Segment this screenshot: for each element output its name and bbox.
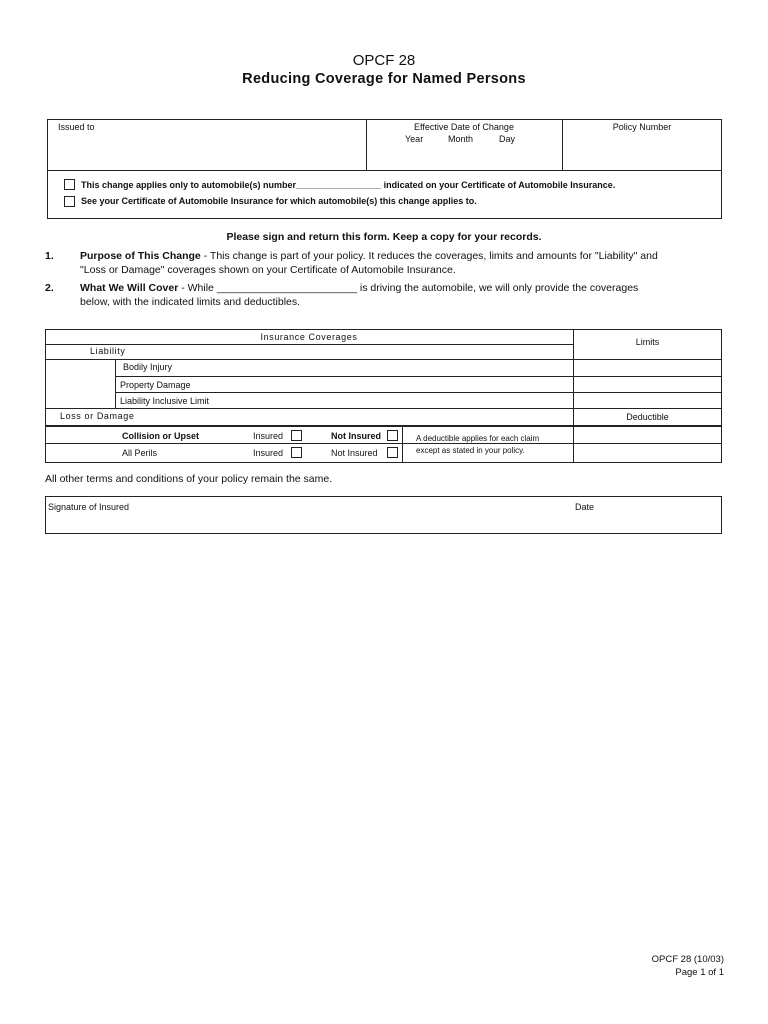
option-1-checkbox[interactable]	[64, 179, 75, 190]
liability-inclusive-label: Liability Inclusive Limit	[120, 396, 210, 406]
effective-date-label: Effective Date of Change	[414, 122, 514, 132]
footer-form-code: OPCF 28 (10/03)	[651, 954, 724, 965]
section-1-line-2: "Loss or Damage" coverages shown on your Certificate of Automobile Insurance.	[80, 264, 456, 276]
policy-number-label: Policy Number	[612, 122, 672, 132]
all-perils-insured-label: Insured	[253, 448, 284, 458]
form-code-title: OPCF 28	[352, 52, 416, 69]
divider	[45, 344, 573, 345]
section-1-text: - This change is part of your policy. It reduces the coverages, limits and amounts for "Liability" and	[200, 250, 658, 262]
all-perils-insured-checkbox[interactable]	[291, 447, 302, 458]
deductible-note	[416, 433, 539, 457]
collision-not-insured-checkbox[interactable]	[387, 430, 398, 441]
divider	[45, 359, 722, 360]
issued-to-label: Issued to	[58, 122, 95, 132]
collision-insured-checkbox[interactable]	[291, 430, 302, 441]
divider	[115, 376, 722, 377]
section-2-line-1	[80, 282, 638, 294]
collision-label: Collision or Upset	[122, 431, 200, 441]
option-1-label: This change applies only to automobile(s) number_________________ indicated on your Certificate of Automobile Insurance.	[81, 180, 616, 190]
option-2-checkbox[interactable]	[64, 196, 75, 207]
loss-or-damage-label: Loss or Damage	[60, 411, 135, 421]
section-2-heading: What We Will Cover	[80, 282, 179, 294]
date-label: Date	[575, 502, 595, 512]
month-label: Month	[448, 134, 474, 144]
signature-label: Signature of Insured	[48, 502, 130, 512]
insurance-coverages-header: Insurance Coverages	[260, 332, 358, 342]
option-2-label: See your Certificate of Automobile Insurance for which automobile(s) this change applies to.	[81, 196, 477, 206]
day-label: Day	[499, 134, 516, 144]
section-1-number: 1.	[45, 250, 54, 262]
deductible-note-line-1: A deductible applies for each claim	[416, 434, 540, 443]
closing-text: All other terms and conditions of your policy remain the same.	[45, 473, 333, 485]
signature-box	[45, 496, 722, 534]
divider	[45, 408, 722, 409]
section-2-line-2: below, with the indicated limits and deductibles.	[80, 296, 301, 308]
footer-page-number: Page 1 of 1	[675, 967, 724, 978]
all-perils-label: All Perils	[122, 448, 158, 458]
deductible-header: Deductible	[626, 412, 669, 422]
liability-label: Liability	[90, 346, 126, 356]
divider	[45, 425, 722, 427]
divider	[402, 427, 403, 463]
instructions-text: Please sign and return this form. Keep a copy for your records.	[226, 231, 542, 243]
section-1-heading: Purpose of This Change	[80, 250, 201, 262]
divider	[115, 359, 116, 408]
divider	[45, 443, 722, 444]
section-2-text: - While ________________________ is driving the automobile, we will only provide the coverages	[178, 282, 639, 294]
section-2-number: 2.	[45, 282, 54, 294]
collision-not-insured-label: Not Insured	[331, 431, 382, 441]
form-title: Reducing Coverage for Named Persons	[242, 71, 526, 87]
limits-header: Limits	[635, 337, 660, 347]
year-label: Year	[405, 134, 424, 144]
section-1-line-1	[80, 250, 658, 262]
footer	[652, 953, 724, 979]
property-damage-label: Property Damage	[120, 380, 191, 390]
all-perils-not-insured-checkbox[interactable]	[387, 447, 398, 458]
deductible-note-line-2: except as stated in your policy.	[416, 446, 525, 455]
collision-insured-label: Insured	[253, 431, 284, 441]
divider	[47, 170, 722, 171]
bodily-injury-label: Bodily Injury	[123, 362, 173, 372]
divider	[115, 392, 722, 393]
all-perils-not-insured-label: Not Insured	[331, 448, 378, 458]
